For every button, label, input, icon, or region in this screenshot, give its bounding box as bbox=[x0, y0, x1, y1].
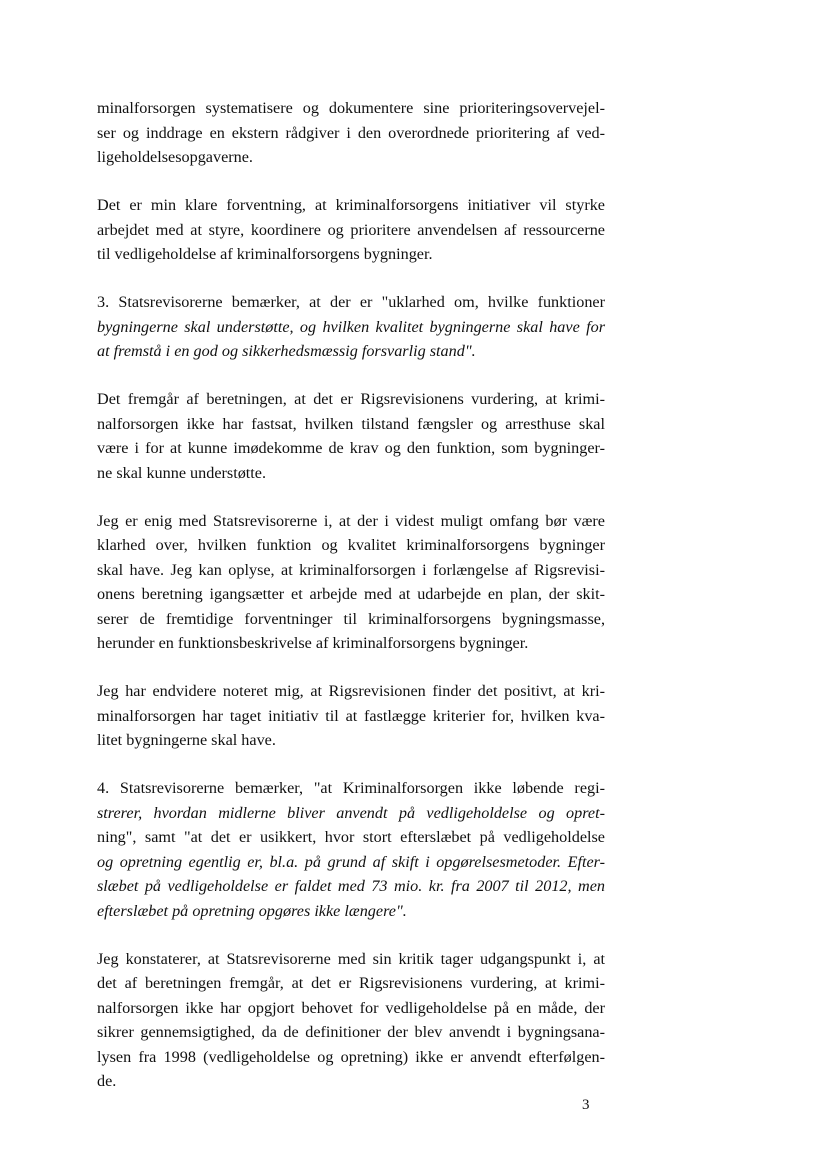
text-line: ne skal kunne understøtte. bbox=[97, 463, 267, 482]
text-line: de. bbox=[97, 1072, 117, 1090]
quote-line: bygningerne skal understøtte, og hvilken kvalitet bygningerne skal have for bbox=[97, 317, 605, 336]
paragraph bbox=[97, 947, 605, 1094]
text-line: skal have. Jeg kan oplyse, at kriminalforsorgen i forlængelse af Rigsrevisi- bbox=[97, 560, 605, 579]
text-line: minalforsorgen systematisere og dokumentere sine prioriteringsovervejel- bbox=[97, 99, 605, 117]
quote-line: at fremstå i en god og sikkerhedsmæssig forsvarlig stand". bbox=[97, 342, 476, 360]
text-line: det af beretningen fremgår, at det er Rigsrevisionens vurdering, at krimi- bbox=[97, 974, 605, 992]
text-line: Jeg har endvidere noteret mig, at Rigsrevisionen finder det positivt, at kri- bbox=[97, 682, 605, 700]
text-line: Det er min klare forventning, at kriminalforsorgens initiativer vil styrke bbox=[97, 196, 605, 214]
text-line: til vedligeholdelse af kriminalforsorgens bygninger. bbox=[97, 245, 433, 263]
paragraph bbox=[97, 387, 605, 485]
text-line: Jeg er enig med Statsrevisorerne i, at der i videst muligt omfang bør være bbox=[97, 511, 605, 530]
paragraph-quote-3 bbox=[97, 290, 605, 364]
paragraph bbox=[97, 679, 605, 753]
text-line: ning", samt "at det er usikkert, hvor stort efterslæbet på vedligeholdelse bbox=[97, 828, 605, 846]
paragraph bbox=[97, 96, 605, 170]
text-line: lysen fra 1998 (vedligeholdelse og opretning) ikke er anvendt efterfølgen- bbox=[97, 1047, 605, 1066]
text-line: klarhed over, hvilken funktion og kvalitet kriminalforsorgens bygninger bbox=[97, 536, 605, 554]
paragraph bbox=[97, 193, 605, 267]
text-line: være i for at kunne imødekomme de krav og den funktion, som bygninger- bbox=[97, 439, 605, 457]
text-line: serer de fremtidige forventninger til kriminalforsorgens bygningsmasse, bbox=[97, 609, 605, 628]
text-line: Det fremgår af beretningen, at det er Rigsrevisionens vurdering, at krimi- bbox=[97, 390, 605, 408]
text-line: minalforsorgen har taget initiativ til at fastlægge kriterier for, hvilken kva- bbox=[97, 706, 605, 725]
quote-line: og opretning egentlig er, bl.a. på grund af skift i opgørelsesmetoder. Efter- bbox=[97, 852, 605, 871]
text-line: nalforsorgen ikke har opgjort behovet for vedligeholdelse på en måde, der bbox=[97, 998, 605, 1017]
text-line: 4. Statsrevisorerne bemærker, "at Kriminalforsorgen ikke løbende regi- bbox=[97, 779, 605, 797]
quote-line: strerer, hvordan midlerne bliver anvendt på vedligeholdelse og opret- bbox=[97, 803, 605, 822]
paragraph-quote-4 bbox=[97, 776, 605, 923]
text-line: Jeg konstaterer, at Statsrevisorerne med sin kritik tager udgangspunkt i, at bbox=[97, 949, 605, 968]
text-line: 3. Statsrevisorerne bemærker, at der er "uklarhed om, hvilke funktioner bbox=[97, 293, 605, 311]
text-line: ser og inddrage en ekstern rådgiver i den overordnede prioritering af ved- bbox=[97, 123, 605, 142]
page-number: 3 bbox=[582, 1097, 590, 1113]
text-line: onens beretning igangsætter et arbejde med at udarbejde en plan, der skit- bbox=[97, 585, 605, 603]
document-body bbox=[97, 96, 605, 1094]
text-line: litet bygningerne skal have. bbox=[97, 731, 276, 749]
quote-line: slæbet på vedligeholdelse er faldet med 73 mio. kr. fra 2007 til 2012, men bbox=[97, 877, 605, 895]
text-line: nalforsorgen ikke har fastsat, hvilken tilstand fængsler og arresthuse skal bbox=[97, 414, 605, 433]
paragraph bbox=[97, 509, 605, 656]
quote-line: efterslæbet på opretning opgøres ikke længere". bbox=[97, 901, 407, 920]
text-line: arbejdet med at styre, koordinere og prioritere anvendelsen af ressourcerne bbox=[97, 220, 605, 239]
text-line: herunder en funktionsbeskrivelse af kriminalforsorgens bygninger. bbox=[97, 634, 529, 652]
text-line: sikrer gennemsigtighed, da de definitioner der blev anvendt i bygningsana- bbox=[97, 1023, 605, 1041]
text-line: ligeholdelsesopgaverne. bbox=[97, 148, 253, 166]
